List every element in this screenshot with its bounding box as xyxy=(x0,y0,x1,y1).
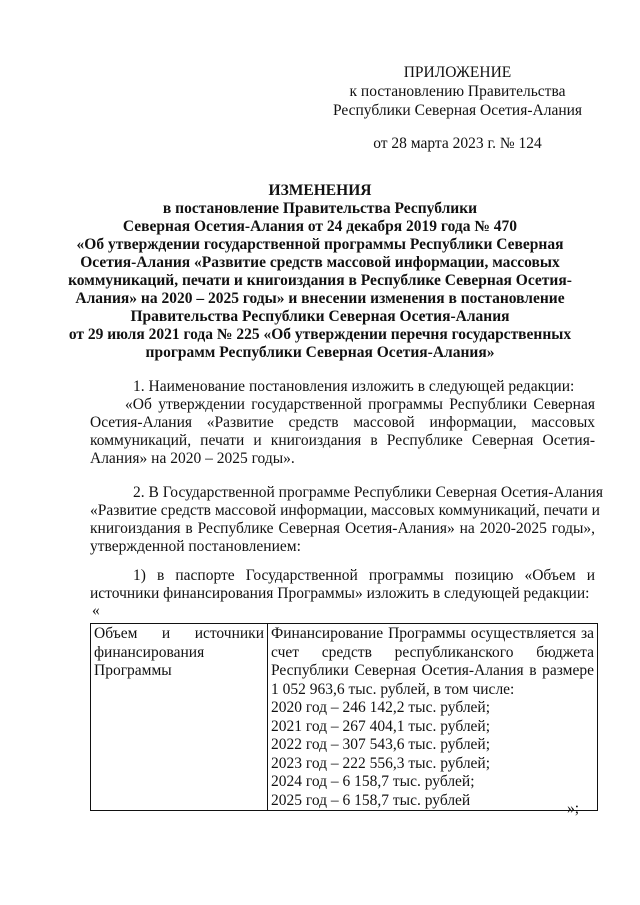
appendix-date: от 28 марта 2023 г. № 124 xyxy=(373,135,542,152)
content-line: Республики Северная Осетия-Алания в размере xyxy=(271,662,594,679)
content-line: счет средств республиканского бюджета xyxy=(271,643,594,661)
item2-text-line: «Развитие средств массовой информации, массовых коммуникаций, печати и xyxy=(90,502,600,519)
item1-text-line: «Об утверждении государственной программы Республики Северная xyxy=(125,396,595,413)
sub1-intro: 1) в паспорте Государственной программы позицию «Объем и xyxy=(133,567,595,584)
open-quote: « xyxy=(92,602,100,619)
item1-text-line: коммуникаций, печати и книгоиздания в Республике Северная Осетия- xyxy=(90,432,595,449)
content-line: 2021 год – 267 404,1 тыс. рублей; xyxy=(271,717,491,735)
table-label-cell xyxy=(91,624,268,811)
closing-quote: »; xyxy=(567,800,580,817)
title-line: коммуникаций, печати и книгоиздания в Республике Северная Осетия- xyxy=(68,272,572,289)
content-line: 2020 год – 246 142,2 тыс. рублей; xyxy=(271,699,491,716)
title-line: Правительства Республики Северная Осетия-Алания xyxy=(130,308,510,325)
item1-intro: 1. Наименование постановления изложить в следующей редакции: xyxy=(133,378,575,395)
title-line: «Об утверждении государственной программы Республики Северная xyxy=(76,236,564,253)
item1-text-line: Осетия-Алания «Развитие средств массовой информации, массовых xyxy=(90,414,595,431)
title-line: Алания» на 2020 – 2025 годы» и внесении изменения в постановление xyxy=(75,290,565,307)
title-line: Северная Осетия-Алания от 24 декабря 2019 года № 470 xyxy=(122,218,518,235)
label-line: финансирования xyxy=(94,643,205,661)
item1-text-line: Алания» на 2020 – 2025 годы». xyxy=(90,450,295,467)
item2-text-line: утвержденной постановлением: xyxy=(90,538,301,555)
content-line: 2024 год – 6 158,7 тыс. рублей; xyxy=(271,773,475,790)
passport-table xyxy=(90,623,598,811)
item2-text-line: книгоиздания в Республике Северная Осетия-Алания» на 2020-2025 годы», xyxy=(90,520,595,537)
title-line: Осетия-Алания «Развитие средств массовой информации, массовых xyxy=(80,254,560,271)
label-line: Программы xyxy=(94,662,172,679)
content-line: 2025 год – 6 158,7 тыс. рублей xyxy=(271,791,471,809)
appendix-line-2: Республики Северная Осетия-Алания xyxy=(332,102,583,119)
content-line: 2022 год – 307 543,6 тыс. рублей; xyxy=(271,736,491,753)
table-content-cell xyxy=(268,624,598,811)
appendix-line-1: к постановлению Правительства xyxy=(349,83,566,100)
content-line: Финансирование Программы осуществляется за xyxy=(271,625,594,642)
title-heading: ИЗМЕНЕНИЯ xyxy=(268,182,372,199)
title-line: в постановление Правительства Республики xyxy=(162,200,478,217)
appendix-label: ПРИЛОЖЕНИЕ xyxy=(403,64,512,81)
table-row xyxy=(91,624,598,811)
title-line: от 29 июля 2021 года № 225 «Об утверждении перечня государственных xyxy=(68,326,572,343)
content-line: 2023 год – 222 556,3 тыс. рублей; xyxy=(271,754,491,772)
item2-intro: 2. В Государственной программе Республики Северная Осетия-Алания xyxy=(133,484,603,501)
content-line: 1 052 963,6 тыс. рублей, в том числе: xyxy=(271,680,515,698)
title-line: программ Республики Северная Осетия-Алания» xyxy=(145,344,495,361)
sub1-text-line: источники финансирования Программы» изложить в следующей редакции: xyxy=(90,585,590,602)
label-line: Объем и источники xyxy=(94,625,264,642)
